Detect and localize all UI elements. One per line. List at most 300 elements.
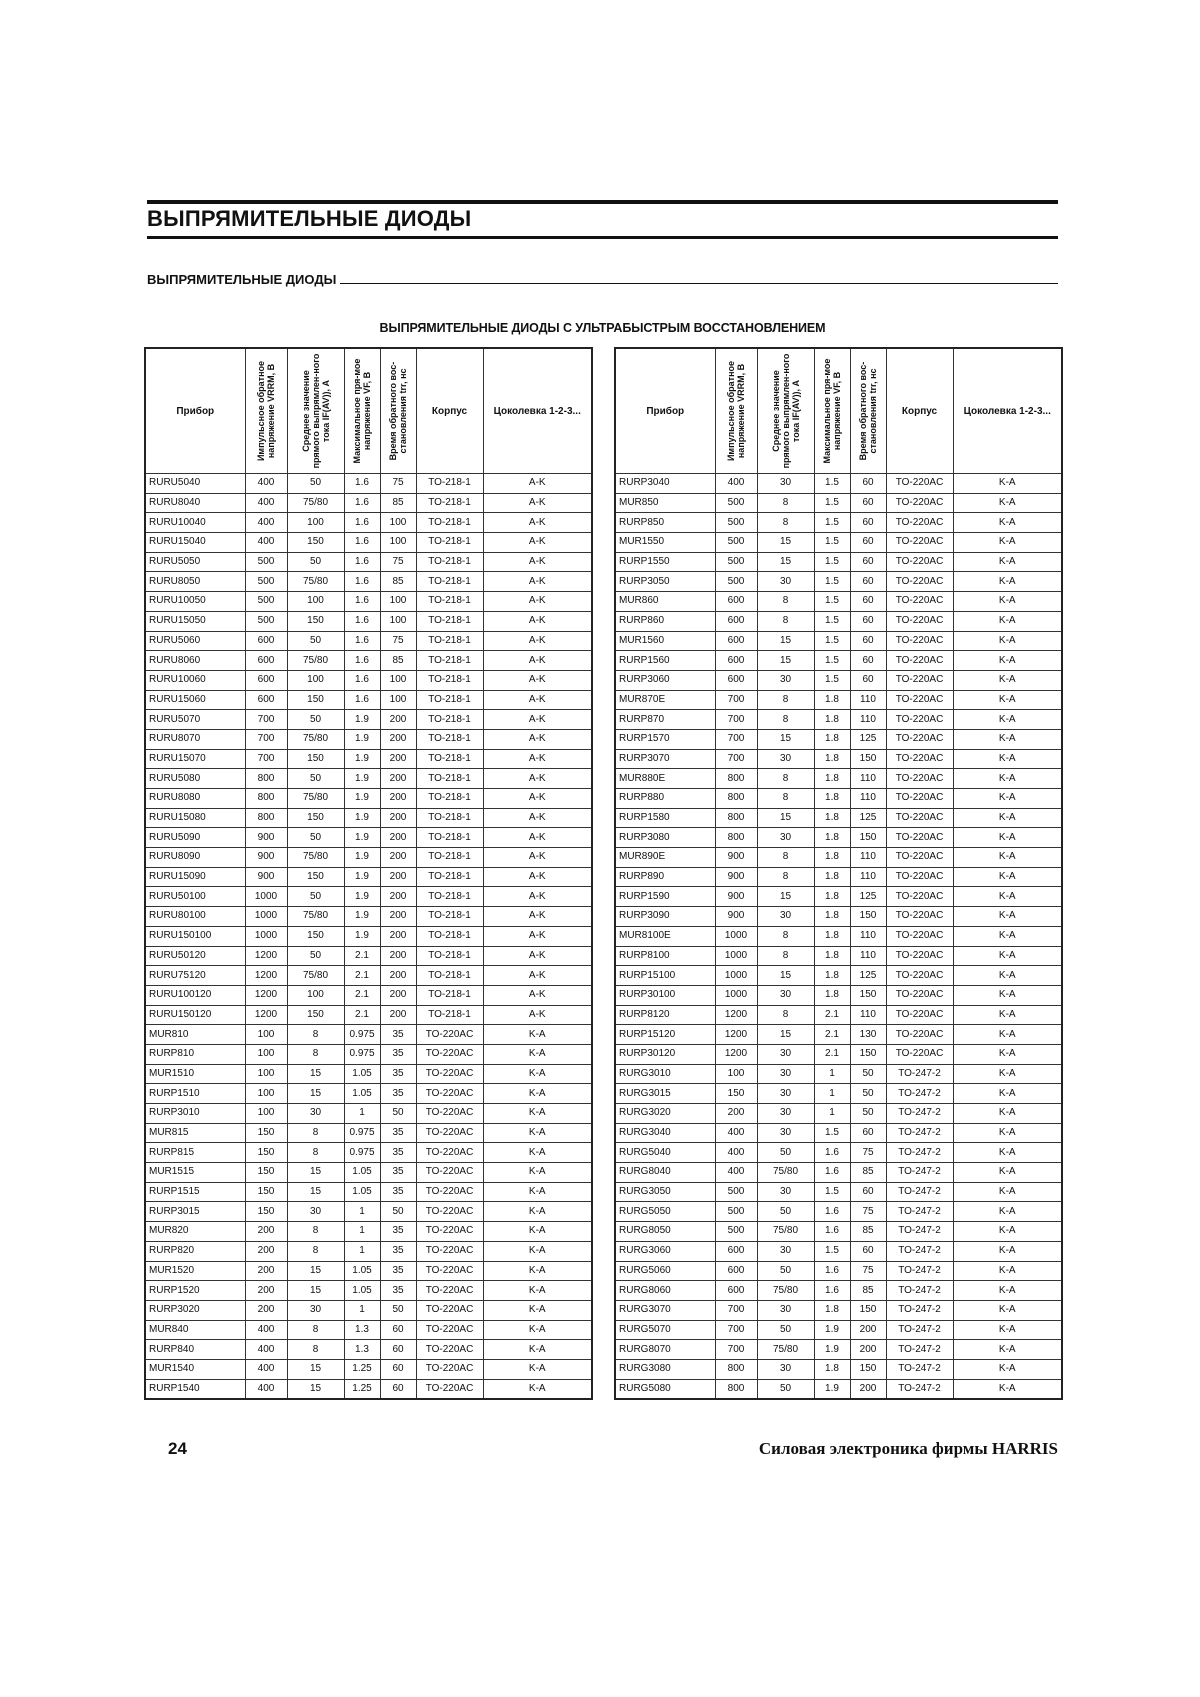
cell-device: RURU8080 bbox=[145, 789, 245, 809]
cell-voltage: 700 bbox=[715, 729, 757, 749]
cell-device: RURG3040 bbox=[615, 1123, 715, 1143]
cell-package: TO-220AC bbox=[886, 552, 953, 572]
cell-pinout: K-A bbox=[953, 1064, 1062, 1084]
cell-voltage: 800 bbox=[245, 808, 287, 828]
cell-device: RURP3015 bbox=[145, 1202, 245, 1222]
table-row bbox=[145, 513, 592, 533]
cell-device: RURP850 bbox=[615, 513, 715, 533]
cell-current: 50 bbox=[287, 828, 344, 848]
cell-voltage: 600 bbox=[715, 631, 757, 651]
cell-current: 8 bbox=[287, 1044, 344, 1064]
cell-pinout: K-A bbox=[953, 1340, 1062, 1360]
cell-recovery-time: 110 bbox=[850, 789, 886, 809]
cell-recovery-time: 100 bbox=[380, 611, 416, 631]
cell-package: TO-247-2 bbox=[886, 1340, 953, 1360]
table-row bbox=[615, 1359, 1062, 1379]
cell-device: RURU75120 bbox=[145, 966, 245, 986]
table-row bbox=[615, 592, 1062, 612]
cell-voltage: 800 bbox=[715, 1359, 757, 1379]
cell-forward-voltage: 1.8 bbox=[814, 828, 850, 848]
cell-pinout: K-A bbox=[483, 1300, 592, 1320]
cell-recovery-time: 150 bbox=[850, 749, 886, 769]
cell-device: RURP30100 bbox=[615, 985, 715, 1005]
cell-voltage: 600 bbox=[715, 1281, 757, 1301]
cell-forward-voltage: 1.05 bbox=[344, 1261, 380, 1281]
cell-pinout: K-A bbox=[483, 1182, 592, 1202]
cell-forward-voltage: 1.9 bbox=[344, 848, 380, 868]
cell-voltage: 1200 bbox=[245, 985, 287, 1005]
cell-current: 75/80 bbox=[757, 1222, 814, 1242]
cell-pinout: K-A bbox=[483, 1379, 592, 1399]
cell-forward-voltage: 1.6 bbox=[344, 670, 380, 690]
cell-pinout: A-K bbox=[483, 513, 592, 533]
cell-forward-voltage: 1.8 bbox=[814, 966, 850, 986]
cell-device: MUR890E bbox=[615, 848, 715, 868]
cell-pinout: A-K bbox=[483, 1005, 592, 1025]
cell-recovery-time: 110 bbox=[850, 1005, 886, 1025]
cell-voltage: 500 bbox=[245, 572, 287, 592]
cell-package: TO-220AC bbox=[416, 1044, 483, 1064]
cell-voltage: 400 bbox=[245, 493, 287, 513]
cell-current: 8 bbox=[757, 1005, 814, 1025]
cell-recovery-time: 100 bbox=[380, 513, 416, 533]
cell-pinout: K-A bbox=[483, 1064, 592, 1084]
cell-package: TO-220AC bbox=[886, 985, 953, 1005]
cell-voltage: 900 bbox=[715, 867, 757, 887]
table-row bbox=[145, 1005, 592, 1025]
cell-forward-voltage: 1 bbox=[344, 1241, 380, 1261]
cell-voltage: 400 bbox=[245, 1359, 287, 1379]
cell-pinout: K-A bbox=[483, 1163, 592, 1183]
cell-forward-voltage: 1.6 bbox=[344, 513, 380, 533]
cell-device: RURP880 bbox=[615, 789, 715, 809]
table-row bbox=[145, 1064, 592, 1084]
cell-current: 15 bbox=[287, 1379, 344, 1399]
cell-recovery-time: 60 bbox=[850, 631, 886, 651]
cell-pinout: K-A bbox=[953, 690, 1062, 710]
cell-pinout: K-A bbox=[953, 808, 1062, 828]
cell-device: MUR1560 bbox=[615, 631, 715, 651]
table-row bbox=[615, 552, 1062, 572]
cell-device: RURP30120 bbox=[615, 1044, 715, 1064]
cell-pinout: K-A bbox=[953, 1261, 1062, 1281]
cell-voltage: 600 bbox=[715, 1241, 757, 1261]
header-recovery-time bbox=[850, 348, 886, 474]
table-row bbox=[145, 710, 592, 730]
header-label: Корпус bbox=[901, 405, 938, 417]
cell-voltage: 800 bbox=[715, 1379, 757, 1399]
table-row bbox=[615, 1182, 1062, 1202]
cell-device: RURU150100 bbox=[145, 926, 245, 946]
cell-forward-voltage: 1.6 bbox=[344, 474, 380, 494]
cell-recovery-time: 60 bbox=[850, 1241, 886, 1261]
cell-recovery-time: 85 bbox=[380, 651, 416, 671]
cell-recovery-time: 75 bbox=[850, 1202, 886, 1222]
header-voltage bbox=[245, 348, 287, 474]
table-row bbox=[615, 769, 1062, 789]
cell-package: TO-220AC bbox=[886, 690, 953, 710]
cell-current: 8 bbox=[287, 1143, 344, 1163]
cell-current: 100 bbox=[287, 985, 344, 1005]
cell-pinout: A-K bbox=[483, 985, 592, 1005]
cell-voltage: 400 bbox=[245, 1340, 287, 1360]
cell-recovery-time: 60 bbox=[850, 572, 886, 592]
cell-package: TO-218-1 bbox=[416, 946, 483, 966]
table-header-row bbox=[145, 348, 592, 474]
cell-voltage: 700 bbox=[715, 690, 757, 710]
cell-package: TO-220AC bbox=[886, 887, 953, 907]
cell-device: RURP3090 bbox=[615, 907, 715, 927]
cell-pinout: K-A bbox=[953, 848, 1062, 868]
cell-recovery-time: 85 bbox=[850, 1281, 886, 1301]
cell-current: 8 bbox=[757, 926, 814, 946]
table-row bbox=[615, 1320, 1062, 1340]
cell-pinout: A-K bbox=[483, 611, 592, 631]
cell-current: 50 bbox=[757, 1379, 814, 1399]
cell-device: RURP3060 bbox=[615, 670, 715, 690]
cell-recovery-time: 200 bbox=[380, 848, 416, 868]
cell-voltage: 700 bbox=[715, 1320, 757, 1340]
table-row bbox=[615, 867, 1062, 887]
cell-current: 15 bbox=[287, 1281, 344, 1301]
cell-package: TO-220AC bbox=[886, 729, 953, 749]
table-row bbox=[145, 1202, 592, 1222]
cell-current: 50 bbox=[757, 1320, 814, 1340]
cell-package: TO-220AC bbox=[416, 1281, 483, 1301]
table-row bbox=[615, 631, 1062, 651]
cell-current: 30 bbox=[757, 907, 814, 927]
table-row bbox=[145, 1320, 592, 1340]
cell-package: TO-220AC bbox=[886, 848, 953, 868]
cell-package: TO-220AC bbox=[886, 789, 953, 809]
cell-forward-voltage: 1.5 bbox=[814, 513, 850, 533]
cell-recovery-time: 200 bbox=[380, 808, 416, 828]
cell-forward-voltage: 0.975 bbox=[344, 1025, 380, 1045]
cell-current: 8 bbox=[757, 848, 814, 868]
cell-device: RURU5070 bbox=[145, 710, 245, 730]
cell-voltage: 600 bbox=[245, 690, 287, 710]
cell-recovery-time: 110 bbox=[850, 848, 886, 868]
cell-current: 8 bbox=[757, 867, 814, 887]
table-row bbox=[145, 1104, 592, 1124]
cell-recovery-time: 200 bbox=[850, 1340, 886, 1360]
footer-brand: Силовая электроника фирмы HARRIS bbox=[758, 1439, 1058, 1458]
cell-forward-voltage: 1.05 bbox=[344, 1064, 380, 1084]
cell-pinout: K-A bbox=[483, 1084, 592, 1104]
cell-voltage: 100 bbox=[245, 1025, 287, 1045]
cell-recovery-time: 150 bbox=[850, 1300, 886, 1320]
cell-current: 15 bbox=[757, 631, 814, 651]
table-row bbox=[145, 808, 592, 828]
header-device bbox=[145, 348, 245, 474]
cell-forward-voltage: 1.9 bbox=[344, 769, 380, 789]
cell-forward-voltage: 1.6 bbox=[814, 1202, 850, 1222]
cell-pinout: K-A bbox=[953, 729, 1062, 749]
cell-recovery-time: 60 bbox=[850, 611, 886, 631]
cell-recovery-time: 200 bbox=[380, 1005, 416, 1025]
cell-device: MUR860 bbox=[615, 592, 715, 612]
cell-recovery-time: 75 bbox=[850, 1143, 886, 1163]
cell-package: TO-220AC bbox=[416, 1104, 483, 1124]
cell-device: RURP3070 bbox=[615, 749, 715, 769]
table-row bbox=[145, 828, 592, 848]
header-label: Время обратного вос-становления trr, нс bbox=[858, 361, 878, 461]
cell-device: RURP1560 bbox=[615, 651, 715, 671]
cell-package: TO-220AC bbox=[886, 1025, 953, 1045]
cell-recovery-time: 75 bbox=[380, 552, 416, 572]
cell-pinout: K-A bbox=[483, 1261, 592, 1281]
cell-package: TO-220AC bbox=[886, 493, 953, 513]
table-row bbox=[615, 1123, 1062, 1143]
cell-device: RURP8100 bbox=[615, 946, 715, 966]
cell-pinout: K-A bbox=[953, 1300, 1062, 1320]
cell-voltage: 500 bbox=[245, 592, 287, 612]
cell-forward-voltage: 1.5 bbox=[814, 1182, 850, 1202]
cell-pinout: K-A bbox=[953, 592, 1062, 612]
cell-recovery-time: 60 bbox=[850, 1182, 886, 1202]
cell-pinout: K-A bbox=[953, 1359, 1062, 1379]
cell-package: TO-247-2 bbox=[886, 1202, 953, 1222]
cell-voltage: 900 bbox=[245, 867, 287, 887]
cell-voltage: 400 bbox=[245, 1379, 287, 1399]
cell-forward-voltage: 1 bbox=[344, 1104, 380, 1124]
cell-device: RURU50100 bbox=[145, 887, 245, 907]
table-row bbox=[615, 1261, 1062, 1281]
cell-forward-voltage: 1.9 bbox=[344, 710, 380, 730]
cell-recovery-time: 110 bbox=[850, 867, 886, 887]
header-label: Корпус bbox=[431, 405, 468, 417]
cell-device: RURU10050 bbox=[145, 592, 245, 612]
cell-voltage: 600 bbox=[715, 1261, 757, 1281]
cell-forward-voltage: 1 bbox=[814, 1064, 850, 1084]
cell-device: RURU8040 bbox=[145, 493, 245, 513]
cell-voltage: 500 bbox=[715, 1222, 757, 1242]
cell-forward-voltage: 1.6 bbox=[344, 611, 380, 631]
cell-current: 30 bbox=[757, 749, 814, 769]
diode-table-right bbox=[614, 347, 1063, 1400]
cell-package: TO-218-1 bbox=[416, 848, 483, 868]
cell-current: 50 bbox=[757, 1202, 814, 1222]
cell-forward-voltage: 1.8 bbox=[814, 690, 850, 710]
cell-package: TO-220AC bbox=[886, 1005, 953, 1025]
cell-recovery-time: 35 bbox=[380, 1222, 416, 1242]
cell-package: TO-218-1 bbox=[416, 907, 483, 927]
cell-package: TO-220AC bbox=[416, 1123, 483, 1143]
cell-current: 150 bbox=[287, 749, 344, 769]
cell-device: RURG8060 bbox=[615, 1281, 715, 1301]
cell-current: 100 bbox=[287, 592, 344, 612]
table-row bbox=[145, 592, 592, 612]
cell-package: TO-220AC bbox=[886, 946, 953, 966]
table-row bbox=[145, 789, 592, 809]
cell-current: 15 bbox=[757, 533, 814, 553]
cell-pinout: K-A bbox=[953, 710, 1062, 730]
cell-pinout: K-A bbox=[953, 493, 1062, 513]
cell-device: RURP840 bbox=[145, 1340, 245, 1360]
cell-package: TO-220AC bbox=[416, 1222, 483, 1242]
cell-recovery-time: 60 bbox=[380, 1359, 416, 1379]
table-row bbox=[615, 1005, 1062, 1025]
cell-package: TO-220AC bbox=[416, 1241, 483, 1261]
cell-recovery-time: 35 bbox=[380, 1241, 416, 1261]
table-row bbox=[145, 493, 592, 513]
cell-voltage: 900 bbox=[715, 887, 757, 907]
cell-pinout: K-A bbox=[953, 985, 1062, 1005]
cell-recovery-time: 200 bbox=[380, 789, 416, 809]
cell-current: 75/80 bbox=[757, 1163, 814, 1183]
cell-device: MUR820 bbox=[145, 1222, 245, 1242]
table-row bbox=[145, 1222, 592, 1242]
cell-current: 8 bbox=[757, 592, 814, 612]
cell-pinout: K-A bbox=[953, 1241, 1062, 1261]
cell-device: RURU5090 bbox=[145, 828, 245, 848]
table-row bbox=[145, 887, 592, 907]
cell-forward-voltage: 1.9 bbox=[344, 789, 380, 809]
cell-voltage: 200 bbox=[245, 1300, 287, 1320]
cell-package: TO-220AC bbox=[886, 769, 953, 789]
cell-recovery-time: 150 bbox=[850, 907, 886, 927]
header-package bbox=[886, 348, 953, 474]
cell-pinout: K-A bbox=[953, 474, 1062, 494]
header-label: Прибор bbox=[646, 405, 685, 417]
cell-forward-voltage: 1.6 bbox=[814, 1281, 850, 1301]
table-row bbox=[145, 966, 592, 986]
cell-forward-voltage: 1.6 bbox=[344, 533, 380, 553]
cell-device: MUR870E bbox=[615, 690, 715, 710]
cell-current: 75/80 bbox=[287, 789, 344, 809]
header-label: Максимальное пря-мое напряжение VF, В bbox=[822, 358, 842, 464]
cell-forward-voltage: 1.5 bbox=[814, 611, 850, 631]
cell-recovery-time: 200 bbox=[380, 729, 416, 749]
cell-forward-voltage: 1.8 bbox=[814, 749, 850, 769]
header-device bbox=[615, 348, 715, 474]
cell-current: 8 bbox=[757, 493, 814, 513]
cell-pinout: A-K bbox=[483, 808, 592, 828]
table-row bbox=[145, 1123, 592, 1143]
cell-device: RURU5080 bbox=[145, 769, 245, 789]
cell-pinout: A-K bbox=[483, 493, 592, 513]
cell-pinout: K-A bbox=[953, 1005, 1062, 1025]
cell-recovery-time: 110 bbox=[850, 946, 886, 966]
cell-forward-voltage: 1.6 bbox=[344, 631, 380, 651]
cell-current: 15 bbox=[757, 729, 814, 749]
cell-recovery-time: 60 bbox=[850, 533, 886, 553]
table-row bbox=[615, 493, 1062, 513]
cell-package: TO-220AC bbox=[886, 651, 953, 671]
cell-voltage: 900 bbox=[245, 848, 287, 868]
table-row bbox=[615, 670, 1062, 690]
cell-device: MUR850 bbox=[615, 493, 715, 513]
header-package bbox=[416, 348, 483, 474]
header-label: Среднее значение прямого выпрямлен-ного тока IF(AV)), А bbox=[770, 353, 801, 469]
cell-pinout: K-A bbox=[483, 1241, 592, 1261]
cell-recovery-time: 75 bbox=[380, 631, 416, 651]
cell-recovery-time: 150 bbox=[850, 1044, 886, 1064]
cell-current: 30 bbox=[287, 1104, 344, 1124]
cell-package: TO-220AC bbox=[886, 533, 953, 553]
cell-recovery-time: 125 bbox=[850, 887, 886, 907]
cell-recovery-time: 125 bbox=[850, 729, 886, 749]
cell-pinout: K-A bbox=[953, 966, 1062, 986]
title-rule-bottom bbox=[147, 236, 1058, 239]
cell-pinout: A-K bbox=[483, 966, 592, 986]
table-row bbox=[615, 907, 1062, 927]
cell-package: TO-220AC bbox=[416, 1379, 483, 1399]
cell-package: TO-247-2 bbox=[886, 1064, 953, 1084]
cell-recovery-time: 110 bbox=[850, 769, 886, 789]
cell-current: 15 bbox=[757, 552, 814, 572]
cell-package: TO-220AC bbox=[416, 1261, 483, 1281]
cell-forward-voltage: 2.1 bbox=[344, 946, 380, 966]
cell-current: 75/80 bbox=[287, 966, 344, 986]
table-row bbox=[145, 1261, 592, 1281]
cell-recovery-time: 85 bbox=[850, 1163, 886, 1183]
cell-device: RURP1510 bbox=[145, 1084, 245, 1104]
cell-package: TO-247-2 bbox=[886, 1241, 953, 1261]
cell-package: TO-218-1 bbox=[416, 808, 483, 828]
cell-device: RURU8050 bbox=[145, 572, 245, 592]
cell-device: RURG5060 bbox=[615, 1261, 715, 1281]
cell-voltage: 400 bbox=[715, 474, 757, 494]
table-row bbox=[615, 1222, 1062, 1242]
table-row bbox=[145, 670, 592, 690]
cell-package: TO-220AC bbox=[416, 1064, 483, 1084]
cell-current: 15 bbox=[287, 1084, 344, 1104]
cell-pinout: A-K bbox=[483, 474, 592, 494]
cell-forward-voltage: 1.8 bbox=[814, 848, 850, 868]
cell-pinout: K-A bbox=[953, 651, 1062, 671]
cell-package: TO-220AC bbox=[886, 926, 953, 946]
cell-package: TO-218-1 bbox=[416, 1005, 483, 1025]
cell-pinout: K-A bbox=[953, 572, 1062, 592]
cell-forward-voltage: 1.9 bbox=[344, 887, 380, 907]
cell-forward-voltage: 1 bbox=[344, 1202, 380, 1222]
cell-pinout: K-A bbox=[953, 1025, 1062, 1045]
table-row bbox=[615, 887, 1062, 907]
cell-pinout: K-A bbox=[953, 631, 1062, 651]
cell-device: MUR1520 bbox=[145, 1261, 245, 1281]
cell-current: 8 bbox=[287, 1340, 344, 1360]
cell-current: 100 bbox=[287, 513, 344, 533]
cell-package: TO-218-1 bbox=[416, 592, 483, 612]
table-row bbox=[145, 926, 592, 946]
cell-recovery-time: 200 bbox=[380, 985, 416, 1005]
cell-forward-voltage: 1.3 bbox=[344, 1320, 380, 1340]
cell-pinout: K-A bbox=[953, 1143, 1062, 1163]
cell-voltage: 100 bbox=[715, 1064, 757, 1084]
cell-recovery-time: 75 bbox=[380, 474, 416, 494]
cell-pinout: K-A bbox=[483, 1202, 592, 1222]
cell-voltage: 400 bbox=[245, 533, 287, 553]
cell-recovery-time: 35 bbox=[380, 1123, 416, 1143]
cell-device: RURU80100 bbox=[145, 907, 245, 927]
cell-forward-voltage: 1.25 bbox=[344, 1359, 380, 1379]
cell-voltage: 150 bbox=[715, 1084, 757, 1104]
cell-current: 75/80 bbox=[757, 1281, 814, 1301]
table-row bbox=[615, 690, 1062, 710]
cell-recovery-time: 35 bbox=[380, 1182, 416, 1202]
cell-device: RURU100120 bbox=[145, 985, 245, 1005]
cell-current: 30 bbox=[287, 1300, 344, 1320]
cell-recovery-time: 85 bbox=[380, 493, 416, 513]
cell-recovery-time: 35 bbox=[380, 1084, 416, 1104]
cell-current: 30 bbox=[757, 828, 814, 848]
header-label: Время обратного вос-становления trr, нс bbox=[388, 361, 408, 461]
header-label: Импульсное обратное напряжение VRRM, В bbox=[256, 360, 276, 462]
cell-device: RURG3010 bbox=[615, 1064, 715, 1084]
cell-pinout: A-K bbox=[483, 690, 592, 710]
cell-recovery-time: 60 bbox=[380, 1320, 416, 1340]
